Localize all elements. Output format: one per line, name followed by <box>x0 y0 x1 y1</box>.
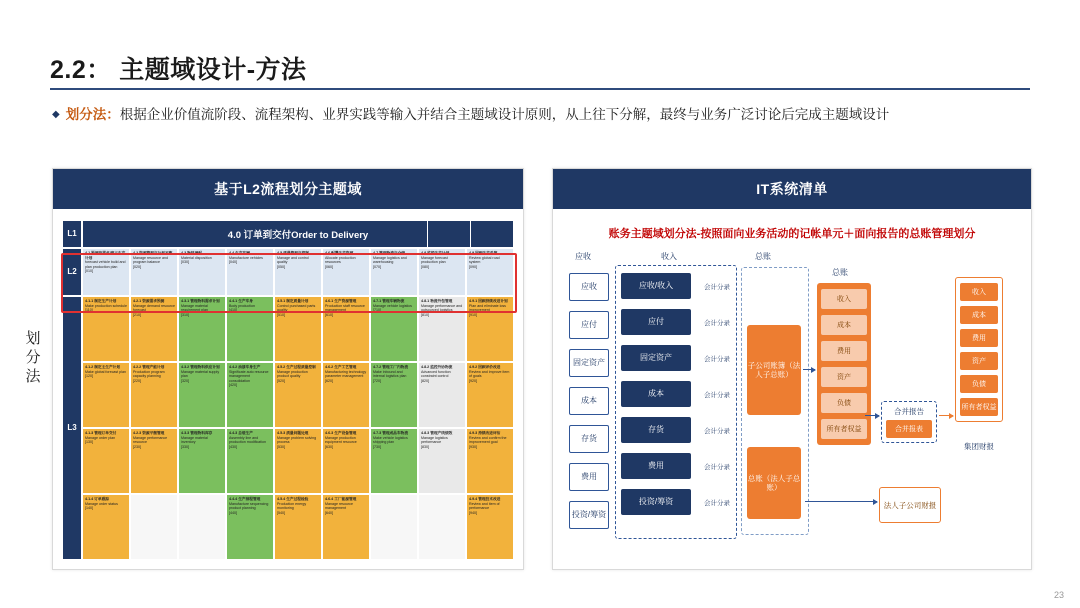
right-panel-subtitle: 账务主题域划分法-按照面向业务活动的记帐单元＋面向报告的总账管理划分 <box>608 228 976 240</box>
l2-cell: 4.8 监控生产计划 Manage forecast production plan [080] <box>419 249 465 295</box>
module-box: 成本 <box>621 381 691 407</box>
l3-cell <box>131 495 177 559</box>
left-label-column <box>569 273 609 529</box>
single-ledger-box: 子公司账簿（法人子总账） <box>747 325 801 415</box>
l3-cell: 4.5.2 生产过程质量控制 Manage production product quality [520] <box>275 363 321 427</box>
entry-column <box>697 273 737 515</box>
report-item: 所有者权益 <box>960 398 998 416</box>
accounting-entry-label: 会计分录 <box>704 427 730 435</box>
merge-report-item: 合并报表 <box>886 420 932 438</box>
group-report-caption: 集团财报 <box>964 442 994 451</box>
l3-cell: 4.3.3 管理物料库存 Manage material inventory [330] <box>179 429 225 493</box>
l3-cell <box>371 495 417 559</box>
arrow-gl-to-merge <box>865 415 879 416</box>
l3-cell: 4.6.3 生产设备管理 Manage production equipment resource [630] <box>323 429 369 493</box>
l2-matrix <box>53 209 523 569</box>
group-report-stack <box>955 277 1003 422</box>
l3-cell: 4.4.3 总装生产 Assembly line and production modification [430] <box>227 429 273 493</box>
subledger-label: 应付 <box>569 311 609 339</box>
right-panel <box>552 168 1032 570</box>
bullet-row <box>52 103 1042 123</box>
l3-cell: 4.9.1 回顾持续改进计划 Plan and eliminate loss improvement [910] <box>467 297 513 361</box>
l3-cell: 4.2.3 资源平衡管理 Manage performance resource [230] <box>131 429 177 493</box>
l3-cell: 4.1.2 制定主生产计划 Make global forecast plan [120] <box>83 363 129 427</box>
legal-ledger-box: 总账（法人子总账） <box>747 447 801 519</box>
report-item: 成本 <box>960 306 998 324</box>
arrow-merge-to-report <box>939 415 953 416</box>
l3-cell: 4.5.4 生产过程检验 Production energy monitoring [540] <box>275 495 321 559</box>
l3-cell: 4.4.2 油漆车身生产 Significate auto resource management consolidation [420] <box>227 363 273 427</box>
corp-report-box: 法人子公司财报 <box>879 487 941 523</box>
level-l2: L2 <box>63 249 81 295</box>
report-item: 费用 <box>960 329 998 347</box>
l2-cell: 4.3 物料调配 Material disposition [030] <box>179 249 225 295</box>
arrow-ledger-to-gl <box>803 369 815 370</box>
l1-bar <box>83 221 513 247</box>
l3-cell: 4.6.2 生产工艺管理 Manufacturing technology parameter management [620] <box>323 363 369 427</box>
page-title: 2.2： 主题域设计-方法 <box>50 56 307 84</box>
l3-cell: 4.2.2 管理产能计划 Production program capacity planning [220] <box>131 363 177 427</box>
l3-cell: 4.6.4 工厂能源管理 Manage resource management [640] <box>323 495 369 559</box>
gl-total-label: 总账 <box>832 268 848 277</box>
l3-cell: 4.1.3 管理订单交付 Manage order plan [130] <box>83 429 129 493</box>
l2-cell: 4.4 生产车辆 Manufacture vehicles [040] <box>227 249 273 295</box>
accounting-entry-label: 会计分录 <box>704 499 730 507</box>
level-l1: L1 <box>63 221 81 247</box>
l3-cell: 4.7.1 管理车辆物流 Manage vehicle logistics [710] <box>371 297 417 361</box>
l3-cell: 4.3.2 管理物料供应计划 Manage material supply plan [320] <box>179 363 225 427</box>
module-box: 固定资产 <box>621 345 691 371</box>
l3-cell: 4.2.1 资源需求预测 Manage demand resource forecast [210] <box>131 297 177 361</box>
gl-item: 费用 <box>821 341 867 361</box>
l2-row <box>83 249 513 295</box>
arrow-legal-to-corp <box>805 501 877 502</box>
gl-stack <box>817 283 871 445</box>
report-item: 收入 <box>960 283 998 301</box>
caption-gl: 总账 <box>755 252 771 261</box>
level-l3: L3 <box>63 297 81 559</box>
l2-cell: 4.7 管理物流与仓储 Manage logistics and warehousing [070] <box>371 249 417 295</box>
merge-report-box <box>881 401 937 443</box>
subledger-label: 成本 <box>569 387 609 415</box>
l3-cell: 4.7.3 管理成品车物流 Make vehicle logistics shipping plan [730] <box>371 429 417 493</box>
l2-cell: 4.1 预测指需求/建立生产计划 forecast vehicle build and plan production plan [010] <box>83 249 129 295</box>
l3-cell <box>179 495 225 559</box>
merge-report-title: 合并报告 <box>894 407 924 416</box>
accounting-entry-label: 会计分录 <box>704 391 730 399</box>
l1-bar-label: 4.0 订单到交付Order to Delivery <box>227 230 369 241</box>
caption-subledger: 应收 <box>575 252 591 261</box>
right-panel-header: IT系统清单 <box>553 169 1031 209</box>
l3-cell: 4.8.2 监控外协物流 Advanced function constraint control [820] <box>419 363 465 427</box>
l3-cell: 4.1.1 制定生产计划 Make production schedule [110] <box>83 297 129 361</box>
l2-cell: 4.6 配置生产资源 Allocate production resources [060] <box>323 249 369 295</box>
right-panel-body <box>553 209 1031 569</box>
accounting-diagram <box>565 251 1019 541</box>
subledger-label: 应收 <box>569 273 609 301</box>
subledger-label: 固定资产 <box>569 349 609 377</box>
accounting-entry-label: 会计分录 <box>704 463 730 471</box>
l3-cell: 4.5.3 质量问题处理 Manage problem solving process [530] <box>275 429 321 493</box>
l3-cell: 4.4.1 生产车身 Body production [410] <box>227 297 273 361</box>
gl-item: 收入 <box>821 289 867 309</box>
left-panel <box>52 168 524 570</box>
l2-cell: 4.2 资源管理与计划平衡 Manage resource and program balance [020] <box>131 249 177 295</box>
l2-cell: 4.5 质量管理与控制 Manage and control quality [050] <box>275 249 321 295</box>
l3-cell: 4.1.4 订单跟踪 Manage order status [140] <box>83 495 129 559</box>
bullet-text: 根据企业价值流阶段、流程架构、业界实践等输入并结合主题域设计原则，从上往下分解，最终与业务广泛讨论后完成主题域设计 <box>119 107 890 122</box>
matrix-rows <box>83 221 513 559</box>
report-item: 负债 <box>960 375 998 393</box>
gl-item: 负债 <box>821 393 867 413</box>
subledger-label: 存货 <box>569 425 609 453</box>
gl-item: 资产 <box>821 367 867 387</box>
title-divider <box>50 88 1030 90</box>
l3-cell: 4.8.3 管理产线绩效 Manage logistics performance [830] <box>419 429 465 493</box>
module-box: 存货 <box>621 417 691 443</box>
l3-grid <box>83 297 513 559</box>
l3-cell: 4.5.1 制定质量计划 Control purchased parts quality [510] <box>275 297 321 361</box>
gl-item: 成本 <box>821 315 867 335</box>
module-box: 应收/收入 <box>621 273 691 299</box>
l1-bar-spacers <box>427 221 513 247</box>
accounting-entry-label: 会计分录 <box>704 283 730 291</box>
page-number: 23 <box>1053 590 1064 600</box>
module-box: 投资/筹资 <box>621 489 691 515</box>
module-box: 费用 <box>621 453 691 479</box>
l3-cell: 4.6.1 生产资源管理 Production staff resource management [610] <box>323 297 369 361</box>
level-column <box>63 221 81 559</box>
left-vertical-label: 划分法 <box>25 330 41 385</box>
diamond-icon: ◆ <box>52 109 60 120</box>
l3-cell: 4.4.4 生产排程管理 Manufacture sequencing product planning [440] <box>227 495 273 559</box>
gl-item: 所有者权益 <box>821 419 867 439</box>
report-item: 资产 <box>960 352 998 370</box>
accounting-entry-label: 会计分录 <box>704 319 730 327</box>
module-column <box>621 273 691 515</box>
l3-cell: 4.9.2 回顾评价改进 Review and improve item of goals [920] <box>467 363 513 427</box>
module-box: 应付 <box>621 309 691 335</box>
l3-cell <box>419 495 465 559</box>
subledger-label: 费用 <box>569 463 609 491</box>
accounting-entry-label: 会计分录 <box>704 355 730 363</box>
l3-cell: 4.7.2 管理工厂内物流 Make inbound and internal logistics plan [720] <box>371 363 417 427</box>
caption-entry: 收入 <box>661 252 677 261</box>
bullet-key: 划分法： <box>65 107 120 122</box>
l3-cell: 4.3.1 管理物料需求计划 Manage material requirement plan [310] <box>179 297 225 361</box>
l3-cell: 4.9.4 管理技术改进 Review and item of performance [940] <box>467 495 513 559</box>
l2-cell: 4.9 回顾生产系统 Review global road system [090] <box>467 249 513 295</box>
l3-cell: 4.9.3 持续改进评估 Review and confirm the improvement goal [930] <box>467 429 513 493</box>
subledger-label: 投资/筹资 <box>569 501 609 529</box>
left-panel-header: 基于L2流程划分主题域 <box>53 169 523 209</box>
l3-cell: 4.8.1 物流外包管理 Manage performance and outsourced logistics [810] <box>419 297 465 361</box>
